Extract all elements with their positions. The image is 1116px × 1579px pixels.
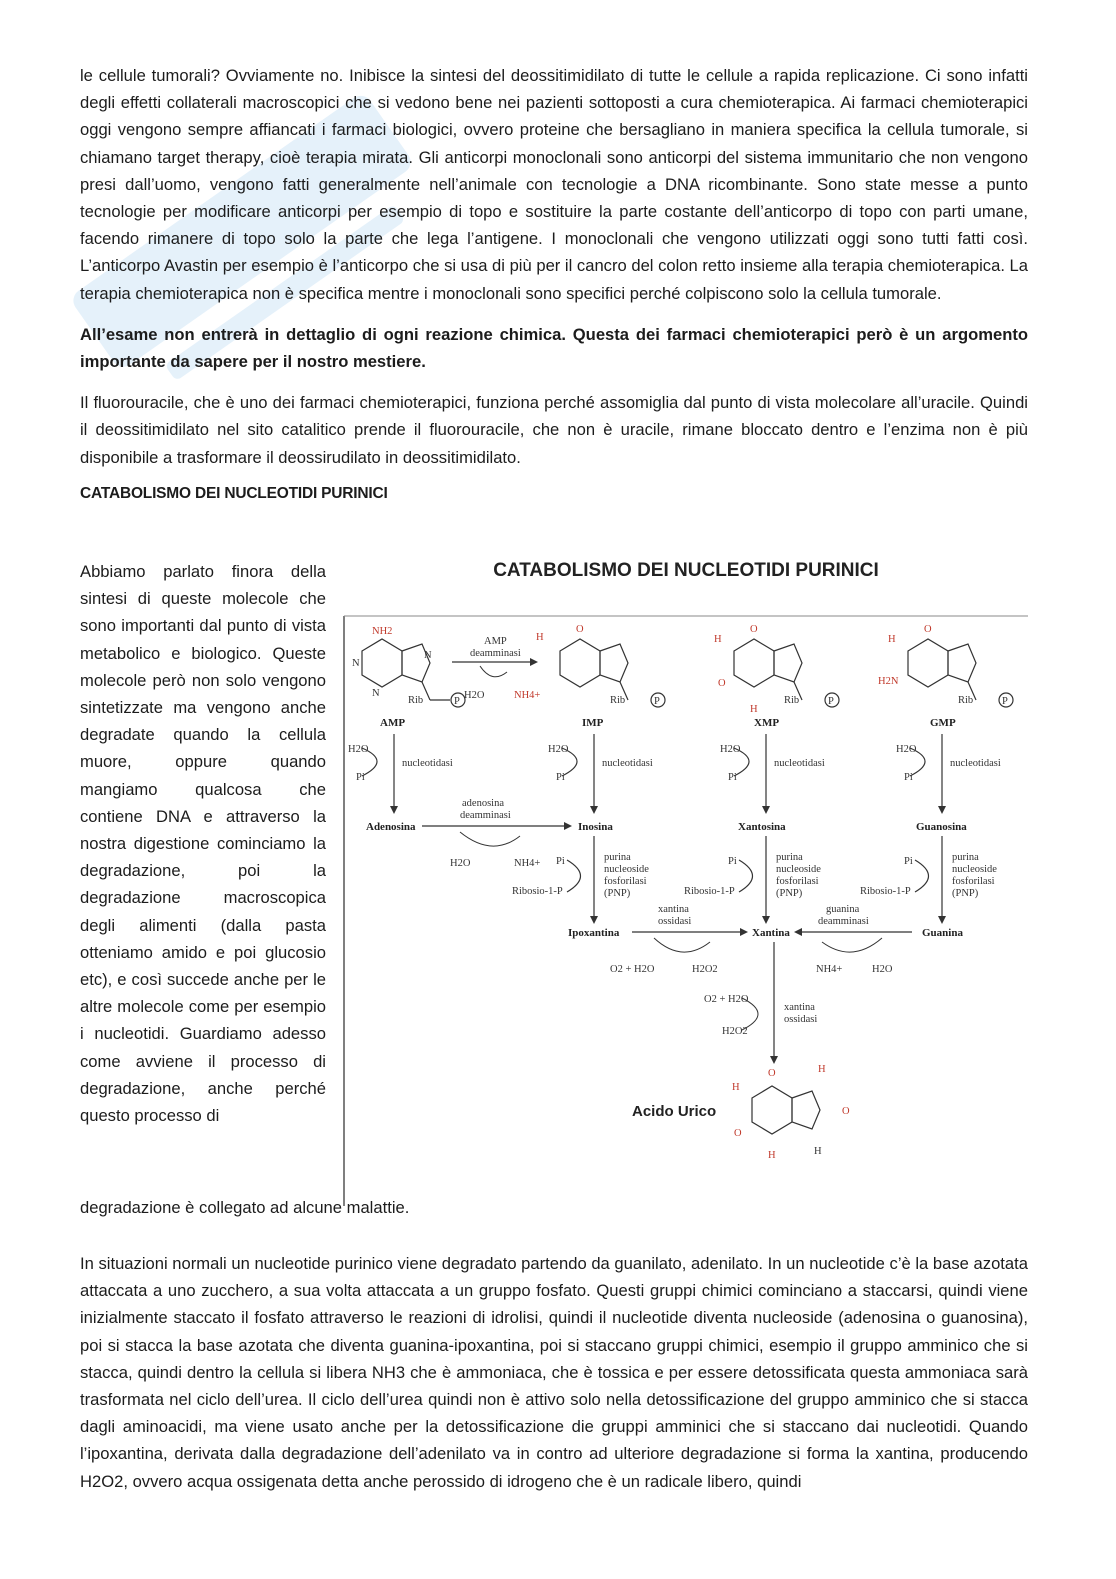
amp-h2o: H2O bbox=[464, 690, 485, 701]
nuc-pi-3: Pi bbox=[728, 772, 737, 783]
xo-2-h2o2: H2O2 bbox=[722, 1026, 748, 1037]
amp-p: P bbox=[454, 696, 460, 707]
ua-o2: O bbox=[842, 1106, 850, 1117]
ua-h1: H bbox=[732, 1082, 740, 1093]
amp-rib: Rib bbox=[408, 695, 424, 706]
pnp-3-a: purina bbox=[952, 852, 979, 863]
aden-deam-2: deamminasi bbox=[460, 810, 511, 821]
pnp-2-a: purina bbox=[776, 852, 803, 863]
pnp-1-a: purina bbox=[604, 852, 631, 863]
pnp-1-b: nucleoside bbox=[604, 864, 649, 875]
paragraph-esame-note: All’esame non entrerà in dettaglio di ogni reazione chimica. Questa dei farmaci chemioterapici però è un argomento importante da sapere per il nostro mestiere. bbox=[80, 324, 1028, 372]
nuc-label-4: nucleotidasi bbox=[950, 758, 1001, 769]
inosina-label: Inosina bbox=[578, 821, 613, 833]
xmp-h: H bbox=[714, 634, 722, 645]
section-heading: CATABOLISMO DEI NUCLEOTIDI PURINICI bbox=[80, 484, 388, 502]
xantosina-label: Xantosina bbox=[738, 821, 786, 833]
gd-h2o: H2O bbox=[872, 964, 893, 975]
imp-rib: Rib bbox=[610, 695, 626, 706]
nuc-label-1: nucleotidasi bbox=[402, 758, 453, 769]
gmp-rib: Rib bbox=[958, 695, 974, 706]
adenosina-label: Adenosina bbox=[366, 821, 416, 833]
paragraph-intro-catabolismo bbox=[80, 558, 326, 1129]
paragraph-degradazione: In situazioni normali un nucleotide purinico viene degradato partendo da guanilato, adenilato. In un nucleotide c’è la base azotata attaccata a uno zucchero, a sua volta attaccata a un gruppo fosfato. Questi gruppi chimici cominciano a staccarsi, quindi viene inizialmente staccato il fosfato attraverso le reazioni di idrolisi, quindi il nucleotide diventa nucleoside (adenosina o guanosina), poi si stacca la base azotata che diventa guanina-ipoxantina, poi si staccano gruppi chimici, esempio il gruppo amminico che si stacca, quindi dentro la cellula si libera NH3 che è ammoniaca, che è tossica e per essere detossificata questa ammoniaca sarà trasformata nel ciclo dell’urea. Il ciclo dell’urea quindi non è attivo solo nella detossificazione del gruppo amminico che si stacca dagli aminoacidi, ma viene usato anche per la detossificazione die gruppi amminici che si staccano dai nucleotidi. Quando l’ipoxantina, derivata dalla degradazione dell’adenilato va in contro ad ulteriore degradazione si forma la xantina, producendo H2O2, ovvero acqua ossigenata detta anche perossido di idrogeno che è un radicale libero, quindi bbox=[80, 1254, 1028, 1491]
gmp-p: P bbox=[1002, 696, 1008, 707]
xantina-label: Xantina bbox=[752, 927, 790, 939]
nuc-pi-2: Pi bbox=[556, 772, 565, 783]
nuc-label-2: nucleotidasi bbox=[602, 758, 653, 769]
amp-nh2: NH2 bbox=[372, 626, 393, 637]
imp-p: P bbox=[654, 696, 660, 707]
xmp-p: P bbox=[828, 696, 834, 707]
paragraph-fluorouracile: Il fluorouracile, che è uno dei farmaci chemioterapici, funziona perché assomiglia dal punto di vista molecolare all’uracile. Quindi il deossitimidilato nel sito catalitico prende il fluorouracile, che non è uracile, rimane bloccato dentro e l’enzima non è più disponibile a trasformare il deossirudilato in deossitimidilato. bbox=[80, 393, 1028, 467]
xo-1-o2: O2 + H2O bbox=[610, 964, 655, 975]
guanina-label: Guanina bbox=[922, 927, 963, 939]
pathway-diagram bbox=[342, 596, 1030, 1206]
gd-a: guanina bbox=[826, 904, 860, 915]
amp-n3: N bbox=[424, 650, 432, 661]
amp-deaminase-1: AMP bbox=[484, 636, 507, 647]
xo-2-a: xantina bbox=[784, 1002, 815, 1013]
amp-n2: N bbox=[372, 688, 380, 699]
ua-o3: O bbox=[734, 1128, 742, 1139]
paragraph-intro-tail: degradazione è collegato ad alcune malattie. bbox=[80, 1198, 410, 1217]
nuc-pi-1: Pi bbox=[356, 772, 365, 783]
ipoxantina-label: Ipoxantina bbox=[568, 927, 620, 939]
imp-o: O bbox=[576, 624, 584, 635]
ua-h3: H bbox=[768, 1150, 776, 1161]
amp-label: AMP bbox=[380, 717, 406, 729]
nuc-label-3: nucleotidasi bbox=[774, 758, 825, 769]
guanosina-label: Guanosina bbox=[916, 821, 967, 833]
imp-label: IMP bbox=[582, 717, 604, 729]
figure-title: CATABOLISMO DEI NUCLEOTIDI PURINICI bbox=[493, 560, 879, 581]
intro-text: Abbiamo parlato finora della sintesi di queste molecole che sono importanti dal punto di vista metabolico e biologico. Queste molecole però non solo vengono sintetizzate ma vengono anche degradate quando la cellula muore, oppure quando mangiamo qualcosa che contiene DNA e attraverso la nostra digestione cominciamo la degradazione, poi la degradazione macroscopica degli alimenti (dalla pasta otteniamo amido e poi glucosio etc), e così succede anche per le altre molecole come per esempio i nucleotidi. Guardiamo adesso come avviene il processo di degradazione, anche perché questo processo di bbox=[80, 562, 326, 1126]
uric-acid-molecule bbox=[752, 1086, 820, 1134]
document-page bbox=[80, 62, 1028, 1491]
catabolism-figure bbox=[342, 560, 1030, 1210]
pnp-pi-1: Pi bbox=[556, 856, 565, 867]
aden-deam-1: adenosina bbox=[462, 798, 504, 809]
nuc-h2o-2: H2O bbox=[548, 744, 569, 755]
pnp-2-c: fosforilasi bbox=[776, 876, 819, 887]
gmp-label: GMP bbox=[930, 717, 956, 729]
gmp-o: O bbox=[924, 624, 932, 635]
ua-h4: H bbox=[814, 1146, 822, 1157]
gmp-h: H bbox=[888, 634, 896, 645]
gd-nh4: NH4+ bbox=[816, 964, 843, 975]
pnp-pi-2: Pi bbox=[728, 856, 737, 867]
pnp-3-b: nucleoside bbox=[952, 864, 997, 875]
ua-h2: H bbox=[818, 1064, 826, 1075]
amp-nh4: NH4+ bbox=[514, 690, 541, 701]
xo-1-b: ossidasi bbox=[658, 916, 692, 927]
xo-1-a: xantina bbox=[658, 904, 689, 915]
nuc-h2o-4: H2O bbox=[896, 744, 917, 755]
pnp-2-d: (PNP) bbox=[776, 888, 803, 899]
amp-n1: N bbox=[352, 658, 360, 669]
ribosio-1: Ribosio-1-P bbox=[512, 886, 563, 897]
pnp-3-d: (PNP) bbox=[952, 888, 979, 899]
xmp-o2: O bbox=[718, 678, 726, 689]
xmp-o1: O bbox=[750, 624, 758, 635]
ribosio-2: Ribosio-1-P bbox=[684, 886, 735, 897]
pnp-1-d: (PNP) bbox=[604, 888, 631, 899]
gd-b: deamminasi bbox=[818, 916, 869, 927]
xmp-label: XMP bbox=[754, 717, 780, 729]
pnp-1-c: fosforilasi bbox=[604, 876, 647, 887]
nuc-pi-4: Pi bbox=[904, 772, 913, 783]
nucleotidase-arrows bbox=[362, 734, 942, 806]
xo-2-o2: O2 + H2O bbox=[704, 994, 749, 1005]
ribosio-3: Ribosio-1-P bbox=[860, 886, 911, 897]
aden-h2o: H2O bbox=[450, 858, 471, 869]
nuc-h2o-1: H2O bbox=[348, 744, 369, 755]
paragraph-monoclonali: le cellule tumorali? Ovviamente no. Inibisce la sintesi del deossitimidilato di tutte le cellule a rapida replicazione. Ci sono infatti degli effetti collaterali macroscopici che si vedono bene nei pazienti sottoposti a cura chemioterapica. Ai farmaci chemioterapici oggi vengono sempre affiancati i farmaci biologici, ovvero proteine che bersagliano in maniera specifica la cellula tumorale, si chiamano target therapy, cioè terapia mirata. Gli anticorpi monoclonali sono anticorpi del sistema immunitario che non vengono presi dall’uomo, vengono fatti generalmente nell’animale con tecnologie a DNA ricombinante. Sono state messe a punto tecnologie per modificare anticorpi per esempio di topo e sostituire la parte costante dell’anticorpo di topo con parti umane, facendo rimanere di topo solo la parte che lega l’antigene. I monoclonali che vengono utilizzati oggi sono tutti fatti così. L’anticorpo Avastin per esempio è l’anticorpo che si usa di più per il cancro del colon retto insieme alla terapia chemioterapica. La terapia chemioterapica non è specifica mentre i monoclonali sono specifici perché colpiscono solo la cellula tumorale. bbox=[80, 66, 1028, 303]
amp-deaminase-2: deamminasi bbox=[470, 648, 521, 659]
xo-2-b: ossidasi bbox=[784, 1014, 818, 1025]
imp-h: H bbox=[536, 632, 544, 643]
acido-urico-label: Acido Urico bbox=[632, 1103, 717, 1120]
nuc-h2o-3: H2O bbox=[720, 744, 741, 755]
pnp-3-c: fosforilasi bbox=[952, 876, 995, 887]
pnp-2-b: nucleoside bbox=[776, 864, 821, 875]
ua-o1: O bbox=[768, 1068, 776, 1079]
pnp-pi-3: Pi bbox=[904, 856, 913, 867]
xmp-rib: Rib bbox=[784, 695, 800, 706]
xmp-h2: H bbox=[750, 704, 758, 715]
xo-1-h2o2: H2O2 bbox=[692, 964, 718, 975]
gmp-h2n: H2N bbox=[878, 676, 899, 687]
aden-nh4: NH4+ bbox=[514, 858, 541, 869]
